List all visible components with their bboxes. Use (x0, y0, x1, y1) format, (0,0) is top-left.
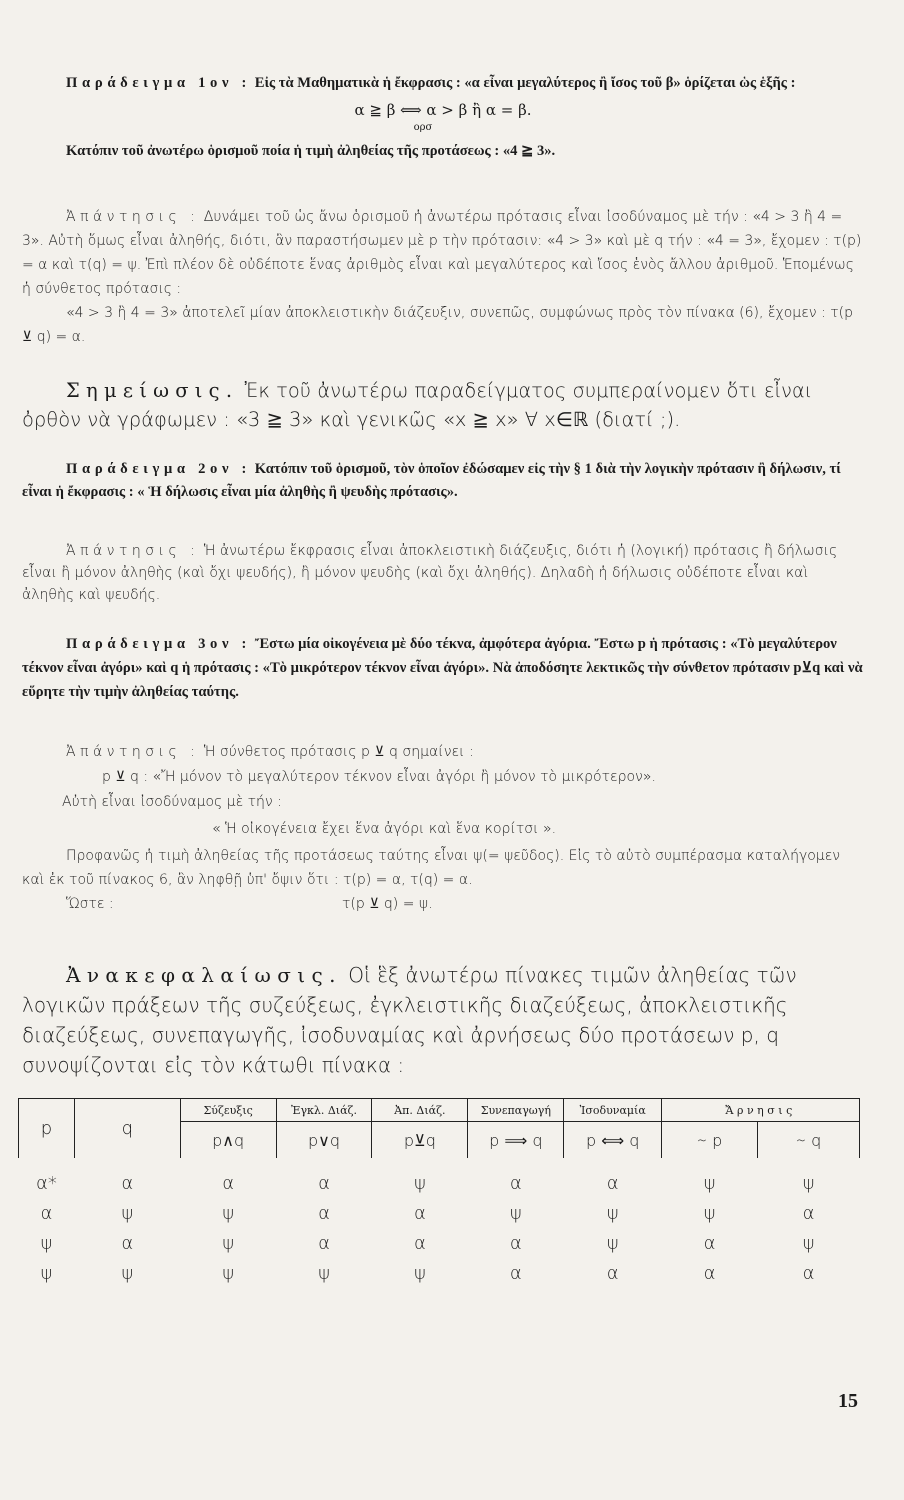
cell: α (318, 1232, 330, 1254)
op-xor: p⊻q (372, 1122, 468, 1164)
cell: ψ (606, 1232, 619, 1254)
cell: α (121, 1172, 134, 1194)
answer-2 (22, 540, 864, 606)
header-equivalence: Ἰσοδυναμία (564, 1099, 662, 1122)
remark-text: Ἐκ τοῦ ἀνωτέρω παραδείγματος συμπεραίνομεν ὅτι εἶναι ὀρθὸν νὰ γράφωμεν : «3 ≧ 3» καὶ γενικῶς «x ≧ x» ∀ x∈ℝ (διατί ;). (22, 379, 813, 431)
remark-label: Σημείωσις. (66, 379, 239, 402)
cell: α (509, 1172, 522, 1194)
cell: ψ (121, 1262, 134, 1284)
recap (22, 960, 864, 1080)
cell: ψ (318, 1262, 330, 1284)
table-row (19, 1163, 860, 1198)
op-not-q: ∼ q (758, 1122, 860, 1164)
answer-3-line-4: « Ἡ οἰκογένεια ἔχει ἕνα ἀγόρι καὶ ἕνα κορίτσι ». (212, 821, 557, 837)
op-and: p∧q (180, 1122, 276, 1164)
example-1-text: Εἰς τὰ Μαθηματικὰ ἡ ἔκφρασις : «α εἶναι μεγαλύτερος ἢ ἴσος τοῦ β» ὁρίζεται ὡς ἑξῆς : (254, 75, 796, 91)
cell: α (606, 1172, 619, 1194)
cell: α (222, 1172, 235, 1194)
cell: ψ (40, 1262, 53, 1284)
answer-1-label: Ἀπάντησις : (66, 209, 200, 225)
answer-2-label: Ἀπάντησις : (66, 543, 200, 559)
answer-1 (22, 205, 864, 349)
cell: ψ (606, 1202, 619, 1224)
cell: α (318, 1172, 330, 1194)
cell: ψ (802, 1232, 815, 1254)
cell: α (121, 1232, 134, 1254)
header-inclusive-disjunction: Ἐγκλ. Διάζ. (276, 1099, 372, 1122)
answer-3-line-6: τ(p ⊻ q) = ψ. (342, 896, 433, 912)
example-1-formula: α ≧ β ⟺ α > β ἢ α = β. (354, 101, 532, 119)
example-3 (22, 632, 864, 704)
answer-2-text: Ἡ ἀνωτέρω ἔκφρασις εἶναι ἀποκλειστικὴ διάζευξις, διότι ἡ (λογική) πρότασις ἢ δήλωσις εἶναι ἢ μόνον ἀληθὴς (καὶ ὄχι ψευδής), ἢ μόνον ψευδὴς (καὶ ὄχι ἀληθής). Δηλαδὴ ἡ δήλωσις οὐδέποτε εἶναι καὶ ἀληθὴς καὶ ψευδής. (22, 543, 838, 603)
cell: α (509, 1262, 522, 1284)
table-header-row (19, 1099, 860, 1122)
header-q: q (74, 1099, 180, 1164)
cell: ψ (222, 1262, 235, 1284)
cell: ψ (703, 1172, 716, 1194)
table-row (19, 1198, 860, 1228)
example-2-label: Παράδειγμα 2ον : (66, 461, 252, 477)
remark (22, 376, 864, 434)
cell: α (802, 1202, 815, 1224)
truth-table (18, 1098, 860, 1288)
cell: α (703, 1232, 716, 1254)
example-1-label: Παράδειγμα 1ον : (66, 75, 252, 91)
cell: ψ (222, 1232, 235, 1254)
cell: ψ (413, 1262, 426, 1284)
cell: ψ (802, 1172, 815, 1194)
table-row (19, 1228, 860, 1258)
cell: α (802, 1262, 815, 1284)
answer-1-text: Δυνάμει τοῦ ὡς ἄνω ὁρισμοῦ ἡ ἀνωτέρω πρότασις εἶναι ἰσοδύναμος μὲ τήν : «4 > 3 ἢ 4 = 3». Αὐτὴ ὅμως εἶναι ἀληθής, διότι, ἂν παραστήσωμεν μὲ p τὴν πρότασιν: «4 > 3» καὶ μὲ q τήν : «4 = 3», ἔχομεν : τ(p) = α καὶ τ(q) = ψ. Ἐπὶ πλέον δὲ οὐδέποτε ἕνας ἀριθμὸς εἶναι καὶ μεγαλύτερος καὶ ἴσος ἑνὸς ἄλλου ἀριθμοῦ. Ἑπομένως ἡ σύνθετος πρότασις : (22, 209, 862, 297)
answer-3-line-3: Αὐτὴ εἶναι ἰσοδύναμος μὲ τήν : (62, 794, 282, 810)
example-1 (22, 72, 864, 163)
op-not-p: ∼ p (662, 1122, 758, 1164)
example-2 (22, 458, 864, 504)
example-2-text: Κατόπιν τοῦ ὁρισμοῦ, τὸν ὁποῖον ἐδώσαμεν εἰς τὴν § 1 διὰ τὴν λογικὴν πρότασιν ἢ δήλωσιν, τί εἶναι ἡ ἔκφρασις : « Ἡ δήλωσις εἶναι μία ἀληθὴς ἢ ψευδὴς πρότασις». (22, 461, 841, 500)
example-3-label: Παράδειγμα 3ον : (66, 636, 252, 652)
cell: α* (36, 1172, 57, 1194)
cell: α (606, 1262, 619, 1284)
answer-3-line-6-label: Ὥστε : (66, 896, 114, 912)
example-1-formula-note: ορσ (413, 122, 433, 133)
recap-text: Οἱ ἓξ ἀνωτέρω πίνακες τιμῶν ἀληθείας τῶν λογικῶν πράξεων τῆς συζεύξεως, ἐγκλειστικῆς διαζεύξεως, ἀποκλειστικῆς διαζεύξεως, συνεπαγωγῆς, ἰσοδυναμίας καὶ ἀρνήσεως δύο προτάσεων p, q συνοψίζονται εἰς τὸν κάτωθι πίνακα : (22, 963, 797, 1077)
answer-3-label: Ἀπάντησις : (66, 744, 200, 760)
cell: ψ (413, 1172, 426, 1194)
example-3-text: Ἔστω μία οἰκογένεια μὲ δύο τέκνα, ἀμφότερα ἀγόρια. Ἔστω p ἡ πρότασις : «Τὸ μεγαλύτερον τέκνον εἶναι ἀγόρι» καὶ q ἡ πρότασις : «Τὸ μικρότερον τέκνον εἶναι ἀγόρι». Νὰ ἀποδόσητε λεκτικῶς τὴν σύνθετον πρότασιν p⊻q καὶ νὰ εὕρητε τὴν τιμὴν ἀληθείας ταύτης. (22, 636, 863, 700)
cell: ψ (222, 1202, 235, 1224)
cell: α (413, 1202, 426, 1224)
table-row (19, 1258, 860, 1288)
op-or: p∨q (276, 1122, 372, 1164)
answer-1-text-2: «4 > 3 ἢ 4 = 3» ἀποτελεῖ μίαν ἀποκλειστικὴν διάζευξιν, συνεπῶς, συμφώνως πρὸς τὸν πίνακα (6), ἔχομεν : τ(p ⊻ q) = α. (22, 305, 853, 345)
cell: α (318, 1202, 330, 1224)
answer-3-line-5: Προφανῶς ἡ τιμὴ ἀληθείας τῆς προτάσεως ταύτης εἶναι ψ(= ψεῦδος). Εἰς τὸ αὐτὸ συμπέρασμα καταλήγομεν καὶ ἐκ τοῦ πίνακος 6, ἂν ληφθῇ ὑπ' ὄψιν ὅτι : τ(p) = α, τ(q) = α. (22, 848, 841, 888)
cell: ψ (703, 1202, 716, 1224)
header-p: p (19, 1099, 75, 1164)
header-conjunction: Σύζευξις (180, 1099, 276, 1122)
page-number: 15 (838, 1390, 858, 1412)
op-iff: p ⟺ q (564, 1122, 662, 1164)
cell: α (509, 1232, 522, 1254)
header-implication: Συνεπαγωγή (468, 1099, 564, 1122)
cell: α (413, 1232, 426, 1254)
answer-3-line-1: Ἡ σύνθετος πρότασις p ⊻ q σημαίνει : (203, 744, 474, 760)
header-negation: Ἄρνησις (662, 1099, 860, 1122)
cell: ψ (40, 1232, 53, 1254)
answer-3-line-2: p ⊻ q : «Ἤ μόνον τὸ μεγαλύτερον τέκνον εἶναι ἀγόρι ἢ μόνον τὸ μικρότερον». (102, 769, 656, 785)
header-exclusive-disjunction: Ἀπ. Διάζ. (372, 1099, 468, 1122)
example-1-question: Κατόπιν τοῦ ἀνωτέρω ὁρισμοῦ ποία ἡ τιμὴ ἀληθείας τῆς προτάσεως : «4 ≧ 3». (66, 143, 556, 159)
cell: α (40, 1202, 53, 1224)
op-implies: p ⟹ q (468, 1122, 564, 1164)
cell: ψ (121, 1202, 134, 1224)
answer-3 (22, 740, 864, 916)
cell: ψ (509, 1202, 522, 1224)
recap-label: Ἀνακεφαλαίωσις. (66, 963, 342, 987)
cell: α (703, 1262, 716, 1284)
